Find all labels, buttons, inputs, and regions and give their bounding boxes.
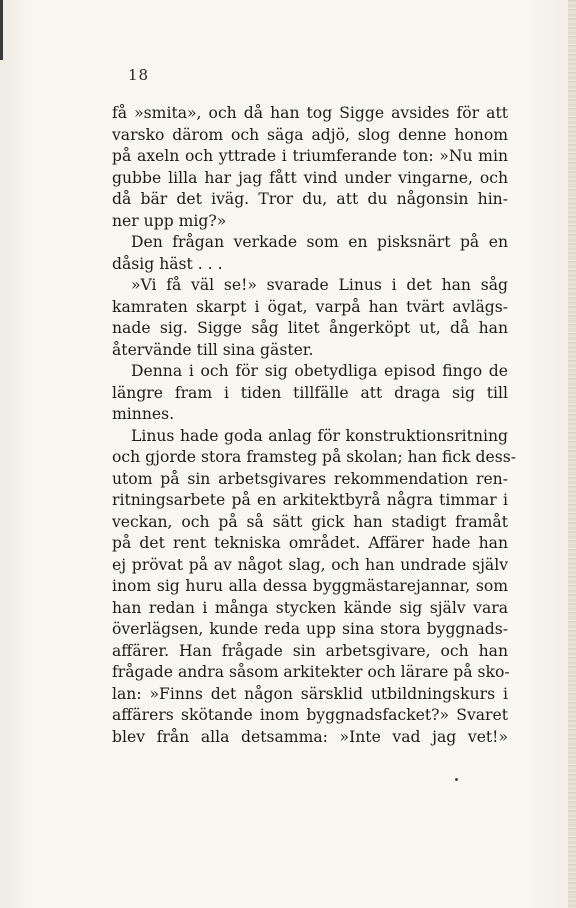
text-line: utom på sin arbetsgivares rekommendation ren- — [112, 469, 508, 488]
text-line: gubbe lilla har jag fått vind under vingarne, och — [112, 168, 508, 187]
text-line: ner upp mig?» — [112, 211, 227, 230]
text-line: frågade andra såsom arkitekter och lärare på sko- — [112, 663, 510, 681]
text-line: ej prövat på av något slag, och han undrade själv — [112, 555, 508, 574]
page-number: 18 — [128, 66, 150, 84]
text-line: på axeln och yttrade i triumferande ton: »Nu min — [112, 147, 508, 165]
text-line: affärers skötande inom byggnadsfacket?» Svaret — [112, 706, 508, 724]
text-line: veckan, och på så sätt gick han stadigt framåt — [112, 512, 508, 531]
text-line: affärer. Han frågade sin arbetsgivare, och han — [112, 641, 508, 660]
text-line: då bär det iväg. Tror du, att du någonsin hin- — [112, 190, 508, 208]
text-line: Denna i och för sig obetydliga episod fingo de — [131, 362, 508, 380]
text-line: längre fram i tiden tillfälle att draga sig till — [112, 383, 508, 402]
text-line: nade sig. Sigge såg litet ångerköpt ut, då han — [112, 319, 508, 337]
text-line: dåsig häst . . . — [112, 254, 223, 273]
text-line: inom sig huru alla dessa byggmästarejannar, som — [112, 577, 508, 595]
body-text — [112, 103, 517, 748]
page-right-edge — [568, 0, 576, 908]
text-line: varsko därom och säga adjö, slog denne honom — [112, 125, 508, 144]
text-line: han redan i många stycken kände sig själv vara — [112, 598, 508, 617]
text-line: på det rent tekniska området. Affärer hade han — [112, 534, 508, 552]
text-line: »Vi få väl se!» svarade Linus i det han såg — [131, 276, 508, 294]
text-line: ritningsarbete på en arkitektbyrå några timmar i — [112, 491, 508, 509]
text-line: Linus hade goda anlag för konstruktionsritning — [131, 426, 508, 445]
text-line: överlägsen, kunde reda upp sina stora byggnads- — [112, 620, 508, 638]
page-left-edge — [0, 0, 3, 60]
text-line: Den frågan verkade som en pisksnärt på en — [131, 233, 508, 251]
ink-speck — [455, 778, 458, 781]
text-line: och gjorde stora framsteg på skolan; han fick dess- — [112, 448, 517, 466]
text-line: minnes. — [112, 405, 175, 423]
text-line: blev från alla detsamma: »Inte vad jag vet!» — [112, 727, 508, 746]
text-line: lan: »Finns det någon särsklid utbildningskurs i — [112, 684, 508, 703]
text-line: kamraten skarpt i ögat, varpå han tvärt avlägs- — [112, 297, 508, 316]
text-line: få »smita», och då han tog Sigge avsides för att — [112, 104, 508, 122]
text-line: återvände till sina gäster. — [112, 340, 314, 359]
